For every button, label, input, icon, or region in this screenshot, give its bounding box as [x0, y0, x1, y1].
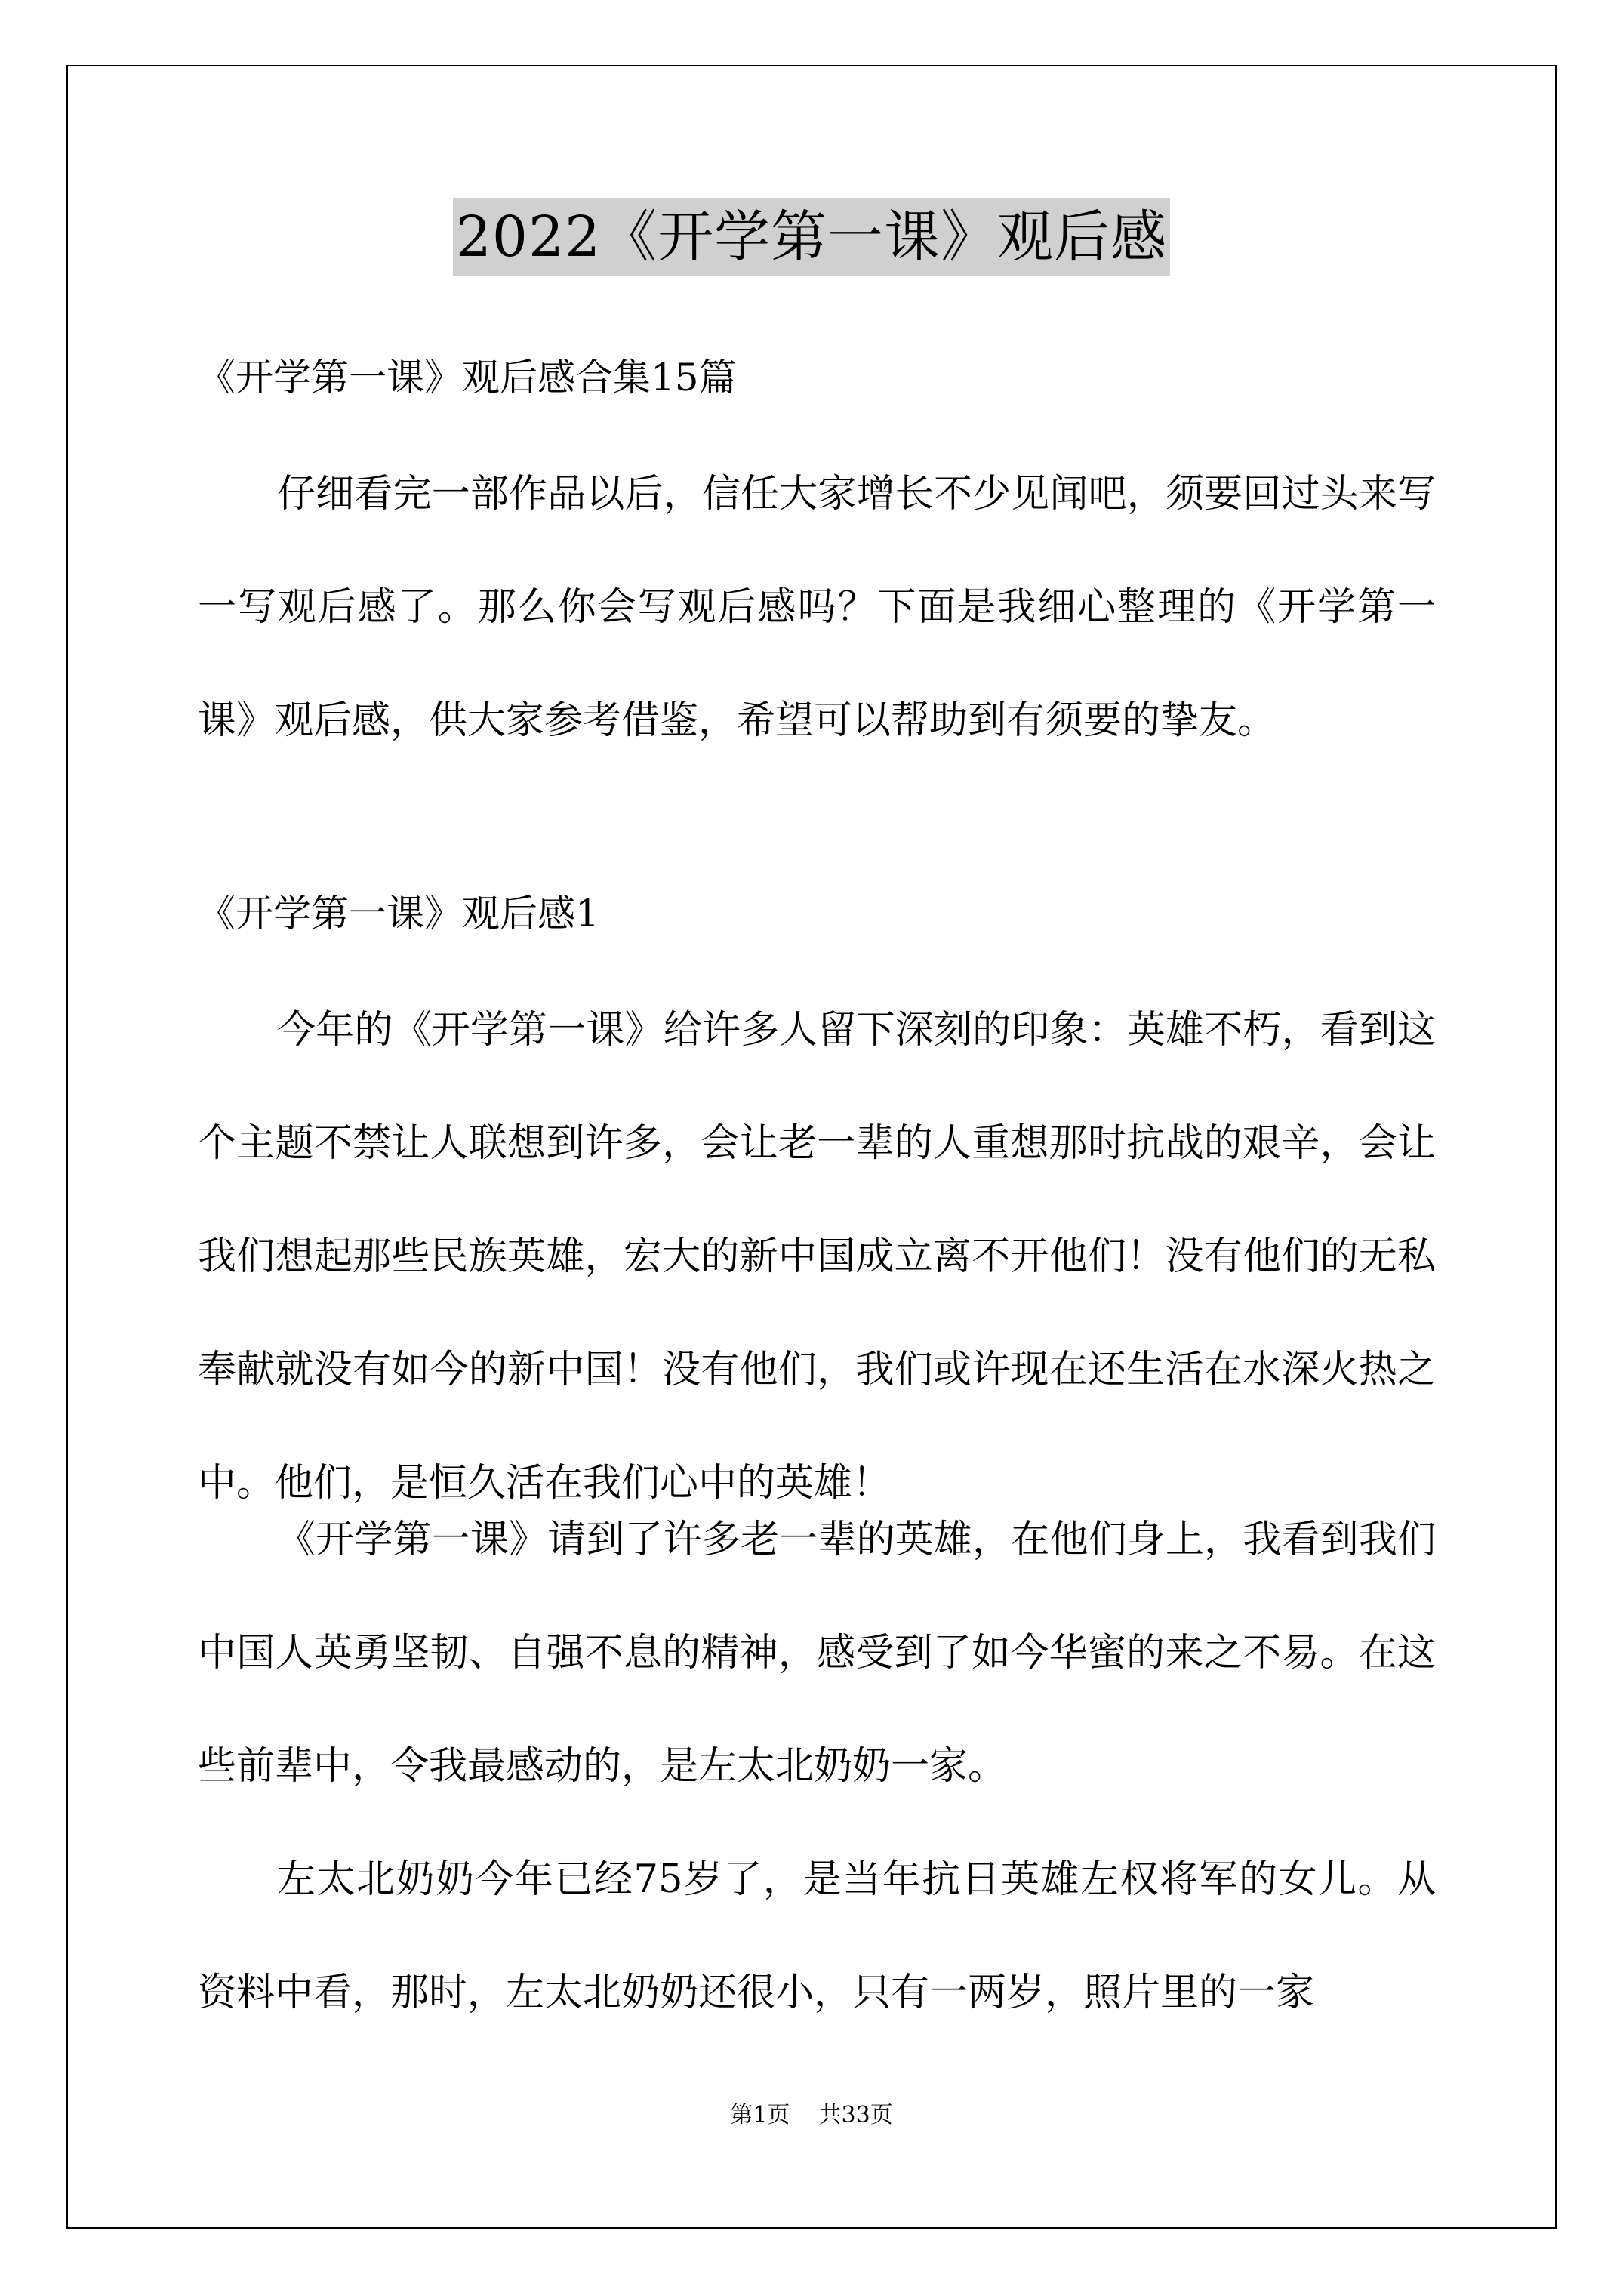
intro-paragraph: 仔细看完一部作品以后，信任大家增长不少见闻吧，须要回过头来写一写观后感了。那么你会写观后感吗？下面是我细心整理的《开学第一课》观后感，供大家参考借鉴，希望可以帮助到有须要的挚友。	[198, 472, 1436, 743]
body-paragraph-1: 今年的《开学第一课》给许多人留下深刻的印象：英雄不朽，看到这个主题不禁让人联想到许多，会让老一辈的人重想那时抗战的艰辛，会让我们想起那些民族英雄，宏大的新中国成立离不开他们！没有他们的无私奉献就没有如今的新中国！没有他们，我们或许现在还生活在水深火热之中。他们，是恒久活在我们心中的英雄！	[198, 1008, 1436, 1505]
page-footer: 第1页 共33页	[730, 2102, 893, 2128]
title-container	[0, 198, 1623, 276]
body-paragraph-3: 左太北奶奶今年已经75岁了，是当年抗日英雄左权将军的女儿。从资料中看，那时，左太北奶奶还很小，只有一两岁，照片里的一家	[198, 1857, 1436, 2015]
document-subtitle: 《开学第一课》观后感合集15篇	[198, 356, 737, 399]
document-title: 2022《开学第一课》观后感	[453, 198, 1170, 276]
section-heading: 《开学第一课》观后感1	[198, 892, 599, 935]
body-paragraph-2: 《开学第一课》请到了许多老一辈的英雄，在他们身上，我看到我们中国人英勇坚韧、自强不息的精神，感受到了如今华蜜的来之不易。在这些前辈中，令我最感动的，是左太北奶奶一家。	[198, 1518, 1436, 1789]
